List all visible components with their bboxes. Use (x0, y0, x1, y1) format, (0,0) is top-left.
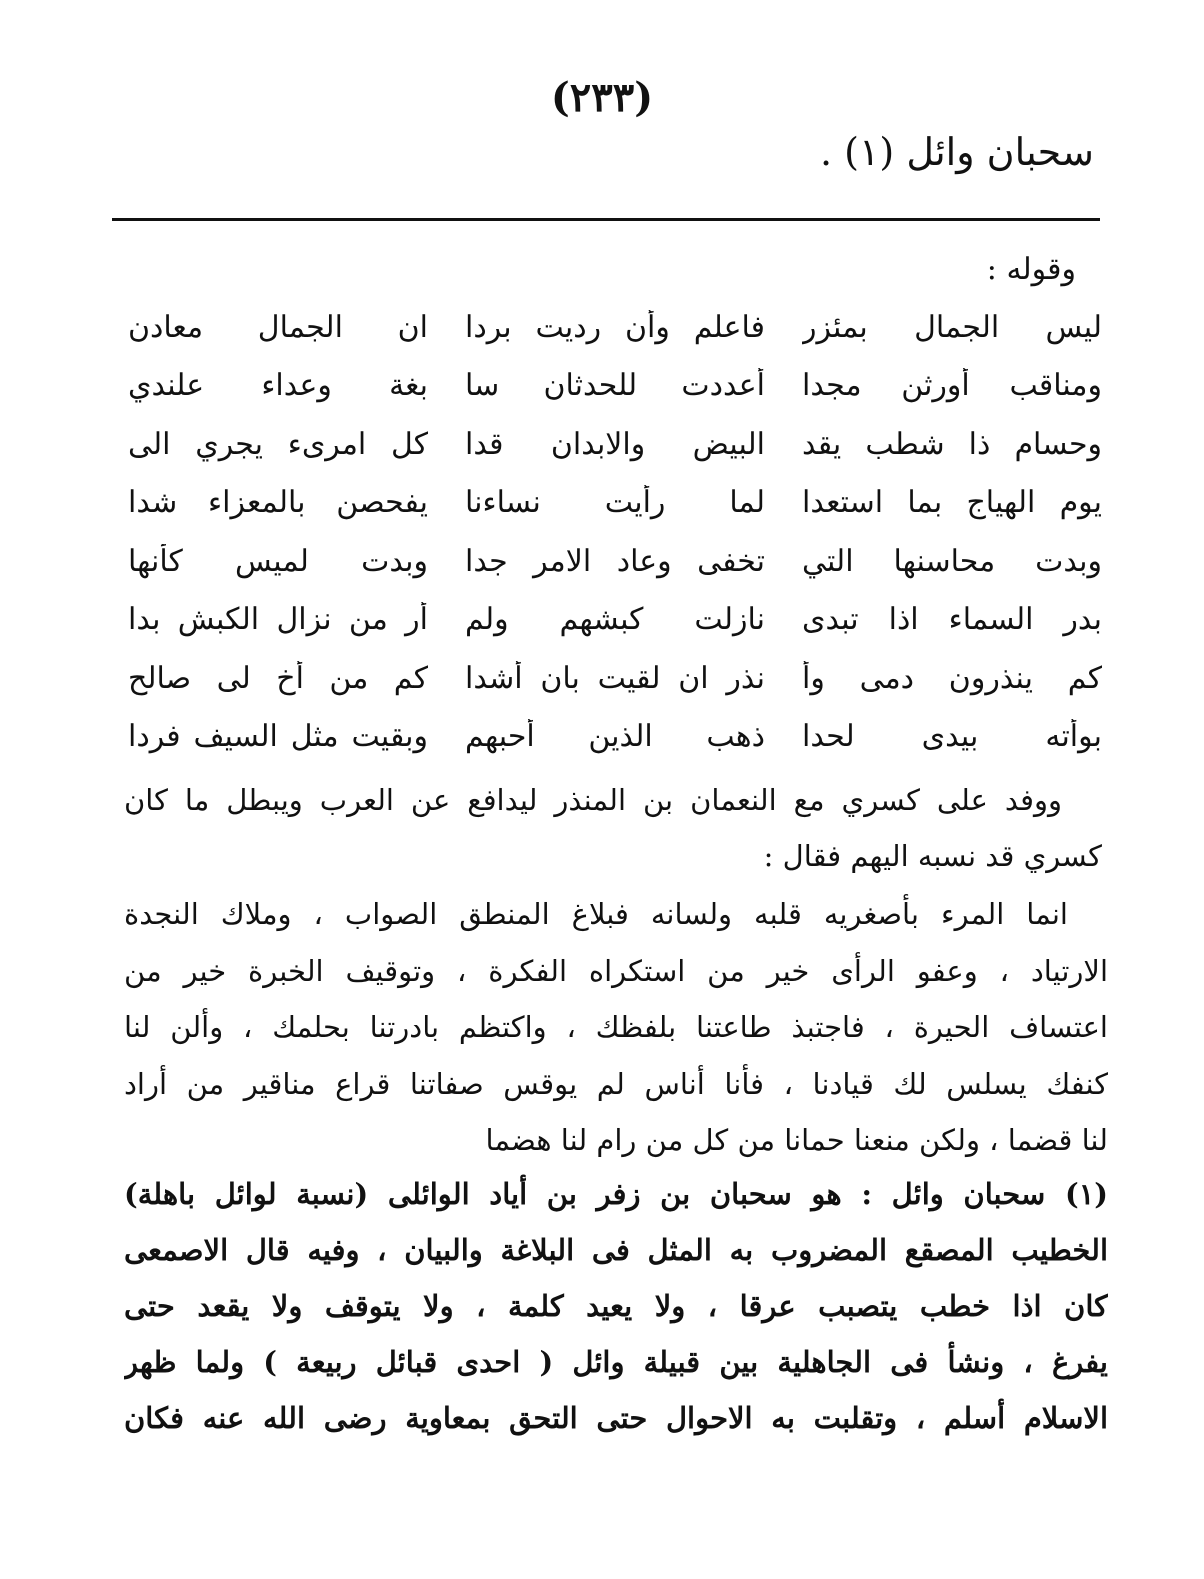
verse-row (128, 532, 1102, 591)
verse-col-right: يوم الهياج بما استعدا (802, 485, 1102, 521)
verse-col-middle: نازلت كبشهم ولم (465, 602, 765, 638)
verse-col-left: وبدت لميس كأنها (128, 543, 428, 579)
footnote-line: يفرغ ، ونشأ فى الجاهلية بين قبيلة وائل ( احدى قبائل ربيعة ) ولما ظهر (124, 1345, 1108, 1379)
poem-intro: وقوله : (986, 252, 1076, 287)
footnote-line: الخطيب المصقع المضروب به المثل فى البلاغة والبيان ، وفيه قال الاصمعى (124, 1233, 1108, 1267)
paragraph-line: اعتساف الحيرة ، فاجتبذ طاعتنا بلفظك ، واكتظم بادرتنا بحلمك ، وألن لنا (124, 1010, 1108, 1044)
verse-col-left: يفحصن بالمعزاء شدا (128, 485, 428, 521)
footnote (124, 1166, 1108, 1446)
verse-row (128, 708, 1102, 767)
verse-col-right: كم ينذرون دمى وأ (802, 660, 1102, 696)
paragraph-line: الارتياد ، وعفو الرأى خير من استكراه الفكرة ، وتوقيف الخبرة خير من (124, 953, 1108, 988)
verse-col-middle: تخفى وعاد الامر جدا (465, 543, 765, 579)
verse-col-middle: البيض والابدان قدا (465, 426, 765, 462)
verse-row (128, 474, 1102, 533)
verse-row (128, 591, 1102, 650)
verse-col-right: وحسام ذا شطب يقد (802, 426, 1102, 462)
speech-paragraph (124, 886, 1108, 1169)
verse-col-left: ان الجمال معادن (128, 309, 428, 345)
verse-col-right: بدر السماء اذا تبدى (802, 602, 1102, 638)
verse-col-middle: ذهب الذين أحبهم (465, 719, 765, 755)
verse-col-right: وبدت محاسنها التي (802, 543, 1102, 579)
footnote-line: (١) سحبان وائل : هو سحبان بن زفر بن أياد الوائلى (نسبة لوائل باهلة) (124, 1177, 1108, 1211)
verse-col-middle: نذر ان لقيت بان أشدا (465, 660, 765, 696)
narrative-paragraph (124, 772, 1102, 884)
footnote-line: كان اذا خطب يتصبب عرقا ، ولا يعيد كلمة ، ولا يتوقف ولا يقعد حتى (124, 1289, 1108, 1323)
verse-row (128, 298, 1102, 357)
verse-col-right: ومناقب أورثن مجدا (802, 368, 1102, 404)
verse-row (128, 415, 1102, 474)
paragraph-line: كسري قد نسبه اليهم فقال : (763, 839, 1102, 873)
verse-col-left: بغة وعداء علندي (128, 368, 428, 404)
verse-col-left: أر من نزال الكبش بدا (128, 602, 428, 638)
paragraph-line: انما المرء بأصغريه قلبه ولسانه فبلاغ المنطق الصواب ، وملاك النجدة (124, 897, 1068, 931)
verse-row (128, 649, 1102, 708)
verse-col-right: بوأته بيدى لحدا (802, 719, 1102, 755)
verse-col-middle: أعددت للحدثان سا (465, 368, 765, 404)
paragraph-line: لنا قضما ، ولكن منعنا حمانا من كل من رام لنا هضما (485, 1123, 1108, 1157)
poem-verses (128, 298, 1102, 766)
footnote-line: الاسلام أسلم ، وتقلبت به الاحوال حتى التحق بمعاوية رضى الله عنه فكان (124, 1401, 1108, 1435)
verse-col-left: كم من أخ لى صالح (128, 660, 428, 696)
verse-row (128, 357, 1102, 416)
paragraph-line: ووفد على كسري مع النعمان بن المنذر ليدافع عن العرب ويبطل ما كان (124, 783, 1062, 817)
verse-col-left: وبقيت مثل السيف فردا (128, 719, 428, 755)
verse-col-middle: لما رأيت نساءنا (465, 485, 765, 521)
verse-col-right: ليس الجمال بمئزر (802, 309, 1102, 345)
section-title: سحبان وائل (١) . (820, 130, 1094, 174)
paragraph-line: كنفك يسلس لك قيادنا ، فأنا أناس لم يوقس صفاتنا قراع مناقير من أراد (124, 1066, 1108, 1101)
verse-col-middle: فاعلم وأن رديت بردا (465, 309, 765, 345)
page-number: (٢٣٣) (550, 74, 654, 121)
header-divider (112, 218, 1100, 221)
verse-col-left: كل امرىء يجري الى (128, 426, 428, 462)
